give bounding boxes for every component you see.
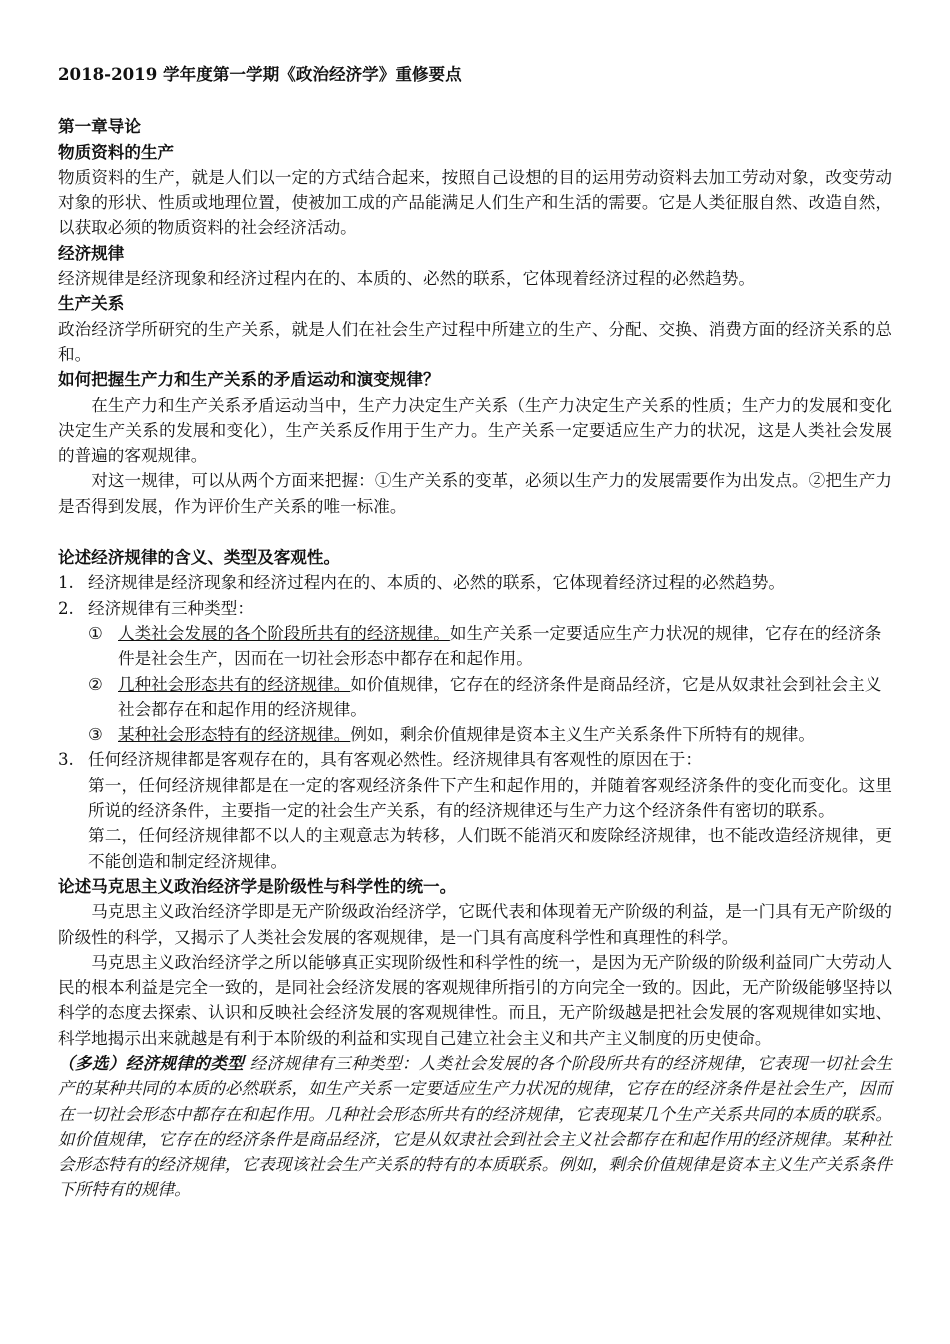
section-body: 物质资料的生产，就是人们以一定的方式结合起来，按照自己设想的目的运用劳动资料去加工劳动对象，改变劳动对象的形状、性质或地理位置，使被加工成的产品能满足人们生产和生活的需要。它是人类征服自然、改造自然，以获取必须的物质资料的社会经济活动。: [58, 167, 892, 238]
list-text: [118, 722, 892, 747]
section-body: 政治经济学所研究的生产关系，就是人们在社会生产过程中所建立的生产、分配、交换、消费方面的经济关系的总和。: [58, 319, 892, 364]
paragraph: 对这一规律，可以从两个方面来把握：①生产关系的变革，必须以生产力的发展需要作为出发点。②把生产力是否得到发展，作为评价生产关系的唯一标准。: [58, 471, 892, 516]
list-text: 经济规律有三种类型：: [88, 598, 254, 618]
paragraph: 马克思主义政治经济学之所以能够真正实现阶级性和科学性的统一，是因为无产阶级的阶级利益同广大劳动人民的根本利益是完全一致的，是同社会经济发展的客观规律所指引的方向完全一致的。因此，无产阶级能够坚持以科学的态度去探索、认识和反映社会经济发展的客观规律性。而且，无产阶级越是把社会发展的客观规律如实地、科学地揭示出来就越是有利于本阶级的利益和实现自己建立社会主义和共产主义制度的历史使命。: [58, 952, 892, 1048]
underlined-term: 几种社会形态共有的经济规律。: [118, 674, 351, 694]
multiple-choice-note: [58, 1051, 892, 1203]
list-number: 3.: [58, 750, 74, 770]
list-number: 1.: [58, 573, 74, 593]
sub-list-item: [88, 722, 892, 747]
underlined-term: 某种社会形态特有的经济规律。: [118, 725, 351, 745]
chapter-heading: 第一章导论: [58, 117, 141, 137]
paragraph: 第一，任何经济规律都是在一定的客观经济条件下产生和起作用的，并随着客观经济条件的变化而变化。这里所说的经济条件，主要指一定的社会生产关系，有的经济规律还与生产力这个经济条件有密切的联系。: [88, 775, 892, 821]
list-text: [118, 621, 892, 672]
section-heading: 物质资料的生产: [58, 142, 175, 162]
list-item: [58, 596, 892, 621]
list-number: 2.: [58, 598, 74, 618]
section-heading: 如何把握生产力和生产关系的矛盾运动和演变规律？: [58, 370, 440, 390]
list-marker: ③: [88, 725, 103, 745]
section-heading: 论述经济规律的含义、类型及客观性。: [58, 548, 341, 568]
section-heading: 经济规律: [58, 243, 125, 263]
list-text: [118, 672, 892, 723]
section-body: 经济规律是经济现象和经济过程内在的、本质的、必然的联系，它体现着经济过程的必然趋势。: [58, 269, 755, 289]
term-explanation: 如生产关系一定要适应生产力状况的规律，它存在的经济条件是社会生产，因而在一切社会形态中都存在和起作用。: [118, 623, 882, 669]
paragraph: 在生产力和生产关系矛盾运动当中，生产力决定生产关系（生产力决定生产关系的性质；生产力的发展和变化决定生产关系的发展和变化），生产关系反作用于生产力。生产关系一定要适应生产力的状况，这是人类社会发展的普遍的客观规律。: [58, 395, 892, 466]
list-text: 经济规律是经济现象和经济过程内在的、本质的、必然的联系，它体现着经济过程的必然趋势。: [88, 573, 785, 593]
paragraph: 第二，任何经济规律都不以人的主观意志为转移，人们既不能消灭和废除经济规律，也不能改造经济规律，更不能创造和制定经济规律。: [88, 826, 892, 871]
list-text: 任何经济规律都是客观存在的，具有客观必然性。经济规律具有客观性的原因在于：: [88, 750, 702, 770]
list-item: [58, 570, 892, 595]
term-explanation: 如价值规律，它存在的经济条件是商品经济，它是从奴隶社会到社会主义社会都存在和起作用的经济规律。: [118, 674, 882, 719]
sub-list-item: [88, 672, 892, 723]
sub-list-item: [88, 621, 892, 672]
note-lead: （多选）经济规律的类型: [58, 1053, 245, 1073]
list-marker: ①: [88, 623, 103, 643]
note-body: 经济规律有三种类型：人类社会发展的各个阶段所共有的经济规律，它表现一切社会生产的某种共同的本质的必然联系，如生产关系一定要适应生产力状况的规律，它存在的经济条件是社会生产，因而在一切社会形态中都存在和起作用。几种社会形态所共有的经济规律，它表现某几个生产关系共同的本质的联系。如价值规律，它存在的经济条件是商品经济，它是从奴隶社会到社会主义社会都存在和起作用的经济规律。某种社会形态特有的经济规律，它表现该社会生产关系的特有的本质联系。例如，剩余价值规律是资本主义生产关系条件下所特有的规律。: [58, 1053, 892, 1200]
section-heading: 论述马克思主义政治经济学是阶级性与科学性的统一。: [58, 876, 457, 896]
list-marker: ②: [88, 674, 103, 694]
term-explanation: 例如，剩余价值规律是资本主义生产关系条件下所特有的规律。: [350, 725, 815, 745]
section-heading: 生产关系: [58, 294, 125, 314]
spacer: [58, 519, 892, 545]
list-item: [58, 747, 892, 772]
document-title: 2018-2019 学年度第一学期《政治经济学》重修要点: [58, 64, 462, 84]
paragraph: 马克思主义政治经济学即是无产阶级政治经济学，它既代表和体现着无产阶级的利益，是一门具有无产阶级的阶级性的科学，又揭示了人类社会发展的客观规律，是一门具有高度科学性和真理性的科学。: [58, 902, 892, 947]
underlined-term: 人类社会发展的各个阶段所共有的经济规律。: [118, 623, 450, 643]
